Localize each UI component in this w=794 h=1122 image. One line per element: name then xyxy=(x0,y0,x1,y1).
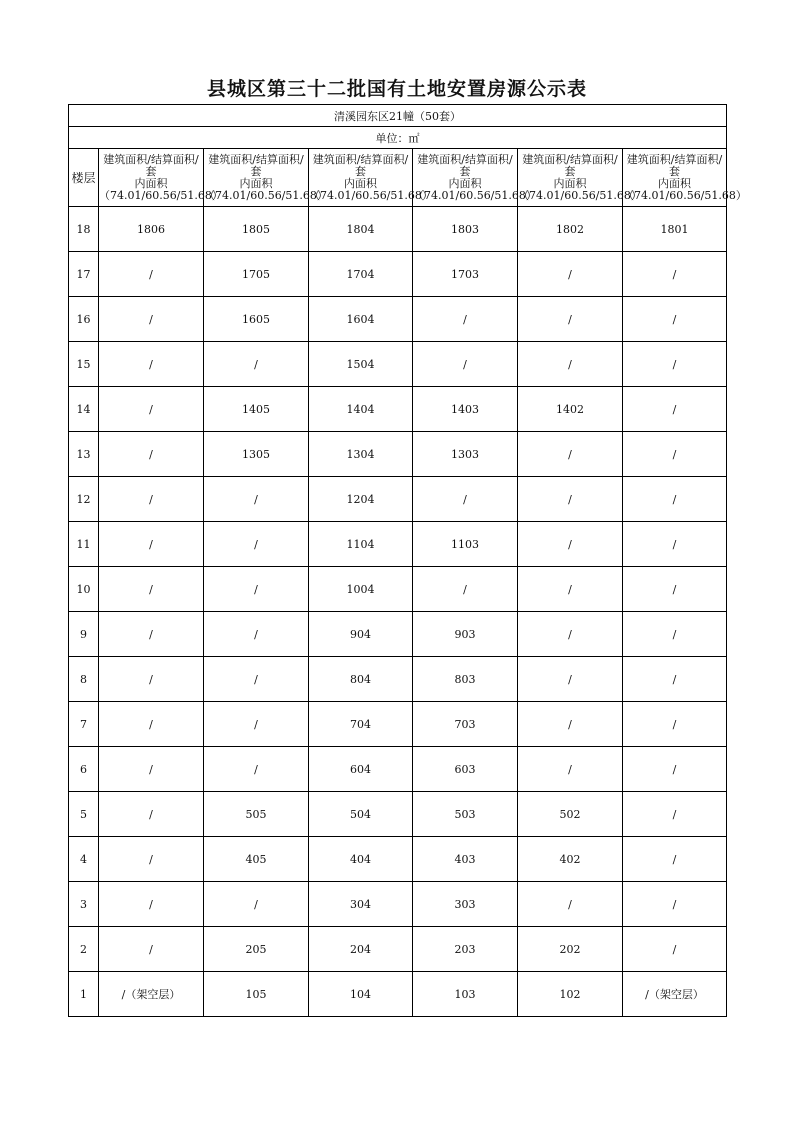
unit-cell: / xyxy=(99,522,204,567)
unit-cell: 1803 xyxy=(413,207,518,252)
unit-cell: / xyxy=(623,387,727,432)
table-row xyxy=(69,972,727,1017)
unit-cell: / xyxy=(413,477,518,522)
column-header-line: 内面积 xyxy=(658,176,692,190)
unit-cell: / xyxy=(204,657,309,702)
floor-cell: 11 xyxy=(69,522,99,567)
unit-cell: / xyxy=(623,747,727,792)
floor-cell: 9 xyxy=(69,612,99,657)
unit-cell: 1801 xyxy=(623,207,727,252)
unit-cell: / xyxy=(99,657,204,702)
table-subtitle: 清溪园东区21幢（50套） xyxy=(69,105,727,127)
unit-cell: 1504 xyxy=(309,342,413,387)
unit-cell: / xyxy=(518,522,623,567)
unit-cell: / xyxy=(204,477,309,522)
table-row xyxy=(69,522,727,567)
unit-cell: / xyxy=(518,477,623,522)
unit-cell: / xyxy=(623,837,727,882)
floor-cell: 13 xyxy=(69,432,99,477)
unit-cell: / xyxy=(518,747,623,792)
unit-cell: 503 xyxy=(413,792,518,837)
floor-cell: 2 xyxy=(69,927,99,972)
page-title: 县城区第三十二批国有土地安置房源公示表 xyxy=(206,78,587,100)
unit-cell: / xyxy=(623,792,727,837)
unit-cell: 803 xyxy=(413,657,518,702)
column-header-line: 建筑面积/结算面积/套 xyxy=(522,152,618,178)
unit-cell: / xyxy=(99,792,204,837)
floor-cell: 10 xyxy=(69,567,99,612)
unit-cell: 1304 xyxy=(309,432,413,477)
unit-cell: / xyxy=(99,612,204,657)
table-row xyxy=(69,702,727,747)
unit-cell: 1705 xyxy=(204,252,309,297)
unit-cell: 1204 xyxy=(309,477,413,522)
column-header-line: 内面积 xyxy=(344,176,377,190)
table-row xyxy=(69,927,727,972)
floor-cell: 3 xyxy=(69,882,99,927)
table-row xyxy=(69,747,727,792)
unit-cell: 1305 xyxy=(204,432,309,477)
table-row xyxy=(69,882,727,927)
column-header-line: 内面积 xyxy=(134,176,168,190)
unit-label: 单位：㎡ xyxy=(69,127,727,149)
housing-table xyxy=(68,104,747,1017)
unit-cell: 1303 xyxy=(413,432,518,477)
unit-cell: / xyxy=(623,882,727,927)
unit-cell: / xyxy=(623,927,727,972)
table-row xyxy=(69,252,727,297)
column-header-line: 建筑面积/结算面积/套 xyxy=(626,152,723,178)
floor-header: 楼层 xyxy=(69,149,99,207)
column-header-line: 内面积 xyxy=(553,176,587,190)
unit-cell: / xyxy=(99,882,204,927)
column-header-line: （74.01/60.56/51.68） xyxy=(413,188,537,202)
column-header-line: （74.01/60.56/51.68） xyxy=(309,188,433,202)
table-row xyxy=(69,432,727,477)
unit-cell: / xyxy=(99,252,204,297)
unit-cell: / xyxy=(413,567,518,612)
unit-cell: /（架空层） xyxy=(623,972,727,1017)
unit-cell: 504 xyxy=(309,792,413,837)
unit-cell: / xyxy=(99,432,204,477)
column-header-line: （74.01/60.56/51.68） xyxy=(99,188,223,202)
unit-cell: / xyxy=(413,297,518,342)
unit-cell: / xyxy=(623,477,727,522)
unit-cell: 603 xyxy=(413,747,518,792)
unit-cell: / xyxy=(623,612,727,657)
floor-cell: 17 xyxy=(69,252,99,297)
unit-cell: 804 xyxy=(309,657,413,702)
unit-cell: / xyxy=(518,567,623,612)
floor-cell: 7 xyxy=(69,702,99,747)
column-header-line: 建筑面积/结算面积/套 xyxy=(417,152,513,178)
column-header-line: （74.01/60.56/51.68） xyxy=(204,188,328,202)
unit-cell: 704 xyxy=(309,702,413,747)
unit-cell: 405 xyxy=(204,837,309,882)
unit-cell: / xyxy=(518,882,623,927)
unit-cell: / xyxy=(99,477,204,522)
floor-cell: 8 xyxy=(69,657,99,702)
floor-cell: 15 xyxy=(69,342,99,387)
unit-cell: 404 xyxy=(309,837,413,882)
table-row xyxy=(69,342,727,387)
unit-cell: / xyxy=(623,567,727,612)
column-header xyxy=(413,149,537,207)
floor-cell: 6 xyxy=(69,747,99,792)
unit-cell: 303 xyxy=(413,882,518,927)
column-header xyxy=(309,149,433,207)
unit-cell: / xyxy=(623,342,727,387)
unit-cell: 1804 xyxy=(309,207,413,252)
unit-cell: / xyxy=(99,702,204,747)
column-header-line: 建筑面积/结算面积/套 xyxy=(103,152,199,178)
floor-cell: 18 xyxy=(69,207,99,252)
unit-cell: 1806 xyxy=(99,207,204,252)
unit-cell: 402 xyxy=(518,837,623,882)
unit-cell: / xyxy=(518,702,623,747)
unit-cell: 403 xyxy=(413,837,518,882)
column-header xyxy=(204,149,328,207)
unit-cell: 1103 xyxy=(413,522,518,567)
floor-cell: 12 xyxy=(69,477,99,522)
table-row xyxy=(69,207,727,252)
unit-cell: 703 xyxy=(413,702,518,747)
floor-cell: 16 xyxy=(69,297,99,342)
unit-cell: 1004 xyxy=(309,567,413,612)
unit-cell: 903 xyxy=(413,612,518,657)
table-row xyxy=(69,657,727,702)
unit-cell: / xyxy=(623,522,727,567)
unit-cell: / xyxy=(99,297,204,342)
unit-cell: / xyxy=(204,522,309,567)
column-header xyxy=(518,149,642,207)
column-header-line: 建筑面积/结算面积/套 xyxy=(312,152,409,178)
unit-cell: 1402 xyxy=(518,387,623,432)
unit-cell: 203 xyxy=(413,927,518,972)
table-row xyxy=(69,612,727,657)
unit-cell: / xyxy=(99,747,204,792)
unit-cell: / xyxy=(623,432,727,477)
unit-cell: 1404 xyxy=(309,387,413,432)
unit-cell: / xyxy=(518,252,623,297)
unit-cell: / xyxy=(99,342,204,387)
unit-cell: / xyxy=(518,342,623,387)
unit-cell: 205 xyxy=(204,927,309,972)
unit-cell: 304 xyxy=(309,882,413,927)
unit-cell: 105 xyxy=(204,972,309,1017)
unit-cell: / xyxy=(99,837,204,882)
unit-cell: 202 xyxy=(518,927,623,972)
unit-cell: / xyxy=(623,252,727,297)
unit-cell: / xyxy=(99,927,204,972)
table-row xyxy=(69,297,727,342)
unit-cell: / xyxy=(204,882,309,927)
column-header-line: （74.01/60.56/51.68） xyxy=(623,188,747,202)
column-header xyxy=(99,149,223,207)
floor-cell: 14 xyxy=(69,387,99,432)
table-row xyxy=(69,837,727,882)
unit-cell: / xyxy=(99,567,204,612)
table-row xyxy=(69,387,727,432)
unit-cell: 102 xyxy=(518,972,623,1017)
unit-cell: 505 xyxy=(204,792,309,837)
table-row xyxy=(69,567,727,612)
unit-cell: / xyxy=(518,657,623,702)
unit-cell: / xyxy=(518,297,623,342)
unit-cell: 103 xyxy=(413,972,518,1017)
unit-cell: / xyxy=(623,702,727,747)
unit-cell: 1704 xyxy=(309,252,413,297)
column-header-line: （74.01/60.56/51.68） xyxy=(518,188,642,202)
column-header-line: 内面积 xyxy=(448,176,482,190)
unit-cell: 1802 xyxy=(518,207,623,252)
unit-cell: / xyxy=(204,342,309,387)
unit-cell: 1405 xyxy=(204,387,309,432)
column-header-line: 内面积 xyxy=(239,176,273,190)
unit-cell: 604 xyxy=(309,747,413,792)
table-row xyxy=(69,477,727,522)
floor-cell: 1 xyxy=(69,972,99,1017)
unit-cell: / xyxy=(623,297,727,342)
unit-cell: / xyxy=(518,432,623,477)
unit-cell: 502 xyxy=(518,792,623,837)
unit-cell: 904 xyxy=(309,612,413,657)
unit-cell: 204 xyxy=(309,927,413,972)
unit-cell: / xyxy=(204,747,309,792)
unit-cell: / xyxy=(99,387,204,432)
unit-cell: / xyxy=(413,342,518,387)
unit-cell: 1104 xyxy=(309,522,413,567)
unit-cell: 1605 xyxy=(204,297,309,342)
unit-cell: / xyxy=(518,612,623,657)
unit-cell: / xyxy=(204,702,309,747)
unit-cell: 1604 xyxy=(309,297,413,342)
unit-cell: 1403 xyxy=(413,387,518,432)
unit-cell: 1805 xyxy=(204,207,309,252)
unit-cell: 104 xyxy=(309,972,413,1017)
column-header xyxy=(623,149,747,207)
column-header-line: 建筑面积/结算面积/套 xyxy=(208,152,304,178)
unit-cell: /（架空层） xyxy=(99,972,204,1017)
table-row xyxy=(69,792,727,837)
unit-cell: / xyxy=(623,657,727,702)
unit-cell: / xyxy=(204,567,309,612)
floor-cell: 4 xyxy=(69,837,99,882)
unit-cell: 1703 xyxy=(413,252,518,297)
unit-cell: / xyxy=(204,612,309,657)
floor-cell: 5 xyxy=(69,792,99,837)
